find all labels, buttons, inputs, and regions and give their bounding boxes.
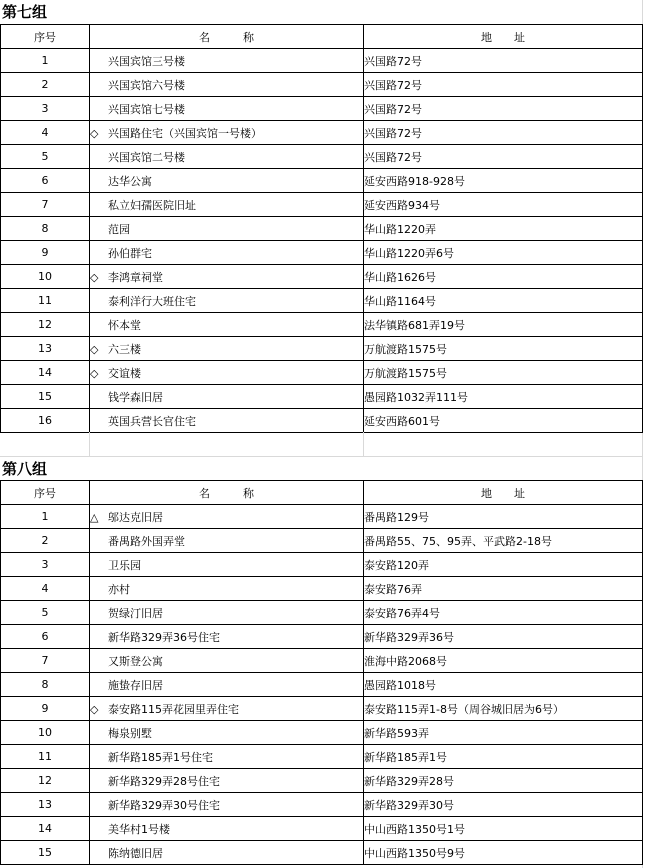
row-name: 新华路329弄28号住宅 — [108, 774, 220, 788]
table-row — [1, 193, 643, 217]
row-name-cell — [90, 361, 364, 385]
row-address: 愚园路1018号 — [364, 673, 643, 697]
row-seq: 8 — [1, 673, 90, 697]
row-seq: 3 — [1, 553, 90, 577]
row-address: 延安西路601号 — [364, 409, 643, 433]
row-name: 卫乐园 — [108, 558, 141, 572]
row-name: 兴国宾馆六号楼 — [108, 78, 185, 92]
row-name: 亦村 — [108, 582, 130, 596]
row-seq: 5 — [1, 145, 90, 169]
row-name-cell — [90, 745, 364, 769]
row-name-cell — [90, 49, 364, 73]
table-row — [1, 601, 643, 625]
row-name: 交谊楼 — [108, 366, 141, 380]
table-row — [1, 97, 643, 121]
row-address: 番禺路129号 — [364, 505, 643, 529]
row-address: 泰安路76弄4号 — [364, 601, 643, 625]
column-header-name: 名 称 — [90, 481, 364, 505]
protection-mark: ◇ — [90, 126, 99, 140]
row-address: 华山路1626号 — [364, 265, 643, 289]
row-name-cell — [90, 721, 364, 745]
row-seq: 14 — [1, 817, 90, 841]
row-name-cell — [90, 193, 364, 217]
row-address: 法华镇路681弄19号 — [364, 313, 643, 337]
column-header-seq: 序号 — [1, 481, 90, 505]
group-title-7: 第七组 — [2, 3, 48, 21]
row-name-cell — [90, 601, 364, 625]
table-row — [1, 745, 643, 769]
row-name: 孙伯群宅 — [108, 246, 152, 260]
row-address: 兴国路72号 — [364, 49, 643, 73]
row-seq: 11 — [1, 289, 90, 313]
row-address: 新华路329弄36号 — [364, 625, 643, 649]
row-name-cell — [90, 649, 364, 673]
table-row — [1, 121, 643, 145]
table-row — [1, 217, 643, 241]
row-name-cell — [90, 241, 364, 265]
table-row — [1, 313, 643, 337]
row-name: 梅泉别墅 — [108, 726, 152, 740]
row-address: 泰安路120弄 — [364, 553, 643, 577]
row-address: 新华路593弄 — [364, 721, 643, 745]
row-name-cell — [90, 313, 364, 337]
row-name-cell — [90, 793, 364, 817]
row-name: 泰安路115弄花园里弄住宅 — [108, 702, 239, 716]
table-row — [1, 169, 643, 193]
column-header-address: 地 址 — [364, 481, 643, 505]
row-seq: 2 — [1, 73, 90, 97]
row-name-cell — [90, 337, 364, 361]
row-name-cell — [90, 841, 364, 865]
row-seq: 3 — [1, 97, 90, 121]
row-name-cell — [90, 505, 364, 529]
row-name: 怀本堂 — [108, 318, 141, 332]
row-seq: 4 — [1, 577, 90, 601]
table-row — [1, 553, 643, 577]
table-row — [1, 673, 643, 697]
table-row — [1, 289, 643, 313]
row-address: 兴国路72号 — [364, 145, 643, 169]
row-address: 延安西路918-928号 — [364, 169, 643, 193]
table-row — [1, 625, 643, 649]
row-name-cell — [90, 265, 364, 289]
table-header-row — [1, 481, 643, 505]
row-name: 陈纳德旧居 — [108, 846, 163, 860]
row-name: 兴国宾馆二号楼 — [108, 150, 185, 164]
row-name: 贺绿汀旧居 — [108, 606, 163, 620]
row-address: 兴国路72号 — [364, 97, 643, 121]
column-header-name: 名 称 — [90, 25, 364, 49]
row-address: 愚园路1032弄111号 — [364, 385, 643, 409]
row-name: 兴国宾馆七号楼 — [108, 102, 185, 116]
row-name: 又斯登公寓 — [108, 654, 163, 668]
row-seq: 2 — [1, 529, 90, 553]
column-header-address: 地 址 — [364, 25, 643, 49]
protection-mark: ◇ — [90, 702, 99, 716]
row-name: 泰利洋行大班住宅 — [108, 294, 196, 308]
row-name-cell — [90, 217, 364, 241]
row-seq: 10 — [1, 721, 90, 745]
group-title-8: 第八组 — [2, 460, 48, 478]
row-name-cell — [90, 145, 364, 169]
row-name: 英国兵营长官住宅 — [108, 414, 196, 428]
row-seq: 13 — [1, 793, 90, 817]
row-address: 万航渡路1575号 — [364, 361, 643, 385]
table-row — [1, 577, 643, 601]
row-name-cell — [90, 817, 364, 841]
row-name-cell — [90, 385, 364, 409]
row-address: 番禺路55、75、95弄、平武路2-18号 — [364, 529, 643, 553]
row-address: 泰安路76弄 — [364, 577, 643, 601]
row-name: 达华公寓 — [108, 174, 152, 188]
row-seq: 12 — [1, 313, 90, 337]
row-name: 兴国宾馆三号楼 — [108, 54, 185, 68]
row-name-cell — [90, 121, 364, 145]
row-name: 新华路329弄30号住宅 — [108, 798, 220, 812]
row-name-cell — [90, 769, 364, 793]
table-row — [1, 145, 643, 169]
row-name: 六三楼 — [108, 342, 141, 356]
row-seq: 10 — [1, 265, 90, 289]
row-name: 范园 — [108, 222, 130, 236]
row-address: 万航渡路1575号 — [364, 337, 643, 361]
table-row — [1, 769, 643, 793]
row-name-cell — [90, 289, 364, 313]
row-seq: 14 — [1, 361, 90, 385]
row-seq: 7 — [1, 193, 90, 217]
table-row — [1, 817, 643, 841]
table-row — [1, 49, 643, 73]
table-row — [1, 529, 643, 553]
row-address: 华山路1164号 — [364, 289, 643, 313]
row-address: 中山西路1350号9号 — [364, 841, 643, 865]
row-name: 李鸿章祠堂 — [108, 270, 163, 284]
row-seq: 16 — [1, 409, 90, 433]
row-name-cell — [90, 97, 364, 121]
heritage-table-group-8 — [0, 480, 643, 865]
protection-mark: ◇ — [90, 270, 99, 284]
row-seq: 6 — [1, 625, 90, 649]
table-row — [1, 505, 643, 529]
row-name-cell — [90, 553, 364, 577]
row-seq: 1 — [1, 49, 90, 73]
row-address: 淮海中路2068号 — [364, 649, 643, 673]
row-seq: 9 — [1, 241, 90, 265]
row-name-cell — [90, 577, 364, 601]
row-name: 新华路329弄36号住宅 — [108, 630, 220, 644]
row-seq: 9 — [1, 697, 90, 721]
row-address: 中山西路1350号1号 — [364, 817, 643, 841]
row-seq: 1 — [1, 505, 90, 529]
row-seq: 15 — [1, 385, 90, 409]
table-row — [1, 409, 643, 433]
row-name: 私立妇孺医院旧址 — [108, 198, 196, 212]
column-header-seq: 序号 — [1, 25, 90, 49]
row-address: 泰安路115弄1-8号（周谷城旧居为6号） — [364, 697, 643, 721]
row-seq: 12 — [1, 769, 90, 793]
row-seq: 4 — [1, 121, 90, 145]
row-seq: 15 — [1, 841, 90, 865]
table-row — [1, 721, 643, 745]
row-seq: 7 — [1, 649, 90, 673]
protection-mark: ◇ — [90, 342, 99, 356]
row-name: 美华村1号楼 — [108, 822, 170, 836]
row-name: 番禺路外国弄堂 — [108, 534, 185, 548]
row-name: 邬达克旧居 — [108, 510, 163, 524]
row-seq: 8 — [1, 217, 90, 241]
table-row — [1, 265, 643, 289]
row-address: 新华路185弄1号 — [364, 745, 643, 769]
protection-mark: △ — [90, 510, 99, 524]
row-address: 新华路329弄28号 — [364, 769, 643, 793]
table-row — [1, 241, 643, 265]
row-address: 新华路329弄30号 — [364, 793, 643, 817]
row-name-cell — [90, 625, 364, 649]
row-name-cell — [90, 529, 364, 553]
row-name-cell — [90, 73, 364, 97]
row-name-cell — [90, 169, 364, 193]
row-name-cell — [90, 697, 364, 721]
table-row — [1, 361, 643, 385]
table-row — [1, 841, 643, 865]
row-address: 兴国路72号 — [364, 73, 643, 97]
row-name-cell — [90, 409, 364, 433]
heritage-table-group-7 — [0, 24, 643, 433]
row-name: 兴国路住宅（兴国宾馆一号楼） — [108, 126, 262, 140]
row-address: 华山路1220弄 — [364, 217, 643, 241]
row-name: 施蛰存旧居 — [108, 678, 163, 692]
row-seq: 5 — [1, 601, 90, 625]
row-address: 延安西路934号 — [364, 193, 643, 217]
protection-mark: ◇ — [90, 366, 99, 380]
row-name: 新华路185弄1号住宅 — [108, 750, 213, 764]
table-row — [1, 697, 643, 721]
table-row — [1, 793, 643, 817]
row-seq: 13 — [1, 337, 90, 361]
table-header-row — [1, 25, 643, 49]
row-seq: 11 — [1, 745, 90, 769]
row-name-cell — [90, 673, 364, 697]
empty-row — [0, 432, 642, 457]
table-row — [1, 337, 643, 361]
table-row — [1, 73, 643, 97]
row-seq: 6 — [1, 169, 90, 193]
row-address: 兴国路72号 — [364, 121, 643, 145]
row-name: 钱学森旧居 — [108, 390, 163, 404]
table-row — [1, 649, 643, 673]
row-address: 华山路1220弄6号 — [364, 241, 643, 265]
table-row — [1, 385, 643, 409]
